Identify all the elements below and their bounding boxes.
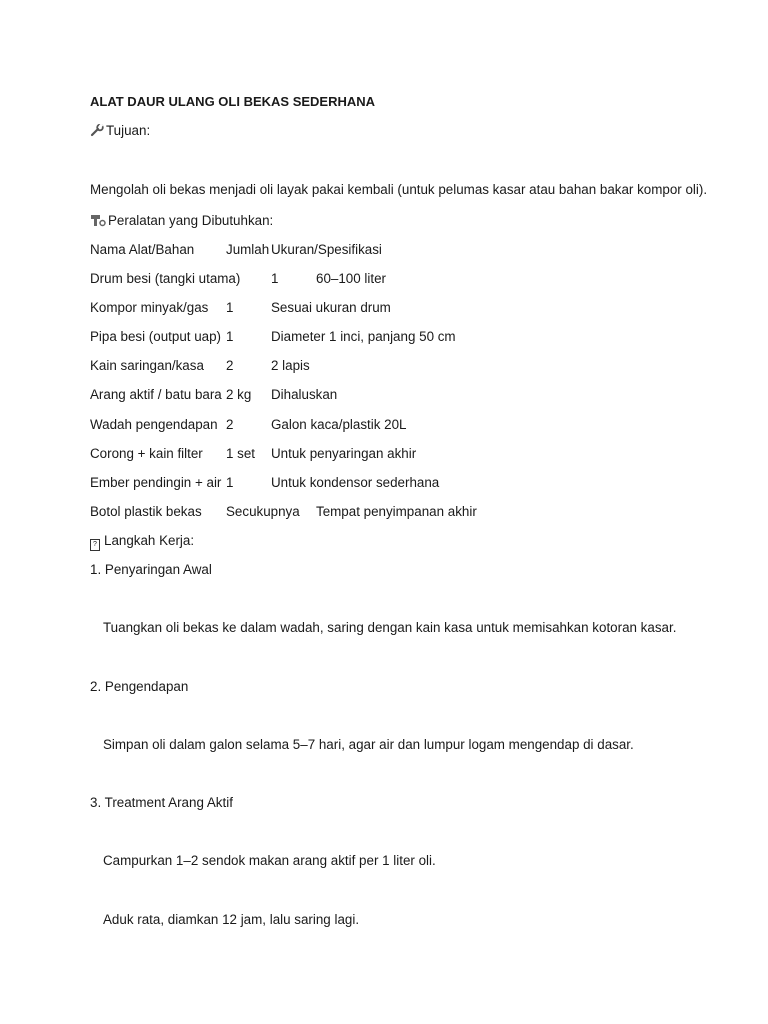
row-name: Pipa besi (output uap) bbox=[90, 329, 222, 344]
step-title: 1. Penyaringan Awal bbox=[90, 562, 212, 577]
row-qty: 1 bbox=[226, 475, 234, 490]
row-name: Kain saringan/kasa bbox=[90, 358, 204, 373]
tujuan-text: Mengolah oli bekas menjadi oli layak pakai kembali (untuk pelumas kasar atau bahan bakar kompor oli). bbox=[90, 182, 708, 197]
row-name: Arang aktif / batu bara bbox=[90, 387, 222, 402]
row-spec: Dihaluskan bbox=[271, 387, 338, 402]
row-name: Corong + kain filter bbox=[90, 446, 203, 461]
row-spec: Galon kaca/plastik 20L bbox=[271, 417, 407, 432]
tools-icon bbox=[90, 214, 106, 231]
header-qty: Jumlah bbox=[226, 242, 270, 257]
langkah-heading: Langkah Kerja: bbox=[104, 533, 195, 548]
row-spec: Tempat penyimpanan akhir bbox=[316, 504, 477, 519]
step-text: Aduk rata, diamkan 12 jam, lalu saring lagi. bbox=[103, 912, 360, 927]
row-spec: 60–100 liter bbox=[316, 271, 386, 286]
row-qty: 1 bbox=[226, 300, 234, 315]
header-spec: Ukuran/Spesifikasi bbox=[271, 242, 382, 257]
step-text: Simpan oli dalam galon selama 5–7 hari, agar air dan lumpur logam mengendap di dasar. bbox=[103, 737, 634, 752]
step-text: Tuangkan oli bekas ke dalam wadah, saring dengan kain kasa untuk memisahkan kotoran kasar. bbox=[103, 620, 677, 635]
row-qty: 1 set bbox=[226, 446, 256, 461]
row-spec: Untuk kondensor sederhana bbox=[271, 475, 440, 490]
row-spec: Untuk penyaringan akhir bbox=[271, 446, 417, 461]
row-name: Botol plastik bekas bbox=[90, 504, 202, 519]
row-name: Ember pendingin + air bbox=[90, 475, 222, 490]
peralatan-heading: Peralatan yang Dibutuhkan: bbox=[108, 213, 274, 228]
tujuan-heading-row bbox=[90, 123, 150, 141]
row-qty: 2 bbox=[226, 358, 234, 373]
row-qty: 2 bbox=[226, 417, 234, 432]
row-qty: 1 bbox=[271, 271, 279, 286]
row-qty: 2 kg bbox=[226, 387, 252, 402]
peralatan-heading-row bbox=[90, 213, 273, 231]
row-qty: 1 bbox=[226, 329, 234, 344]
row-name: Drum besi (tangki utama) bbox=[90, 271, 241, 286]
header-name: Nama Alat/Bahan bbox=[90, 242, 195, 257]
langkah-heading-row bbox=[90, 533, 194, 551]
step-title: 3. Treatment Arang Aktif bbox=[90, 795, 233, 810]
missing-glyph-icon: ? bbox=[90, 539, 100, 551]
row-name: Kompor minyak/gas bbox=[90, 300, 209, 315]
tujuan-heading: Tujuan: bbox=[106, 123, 151, 138]
row-qty: Secukupnya bbox=[226, 504, 300, 519]
step-text: Campurkan 1–2 sendok makan arang aktif per 1 liter oli. bbox=[103, 853, 436, 868]
row-name: Wadah pengendapan bbox=[90, 417, 218, 432]
document-title: ALAT DAUR ULANG OLI BEKAS SEDERHANA bbox=[90, 94, 376, 109]
row-spec: Diameter 1 inci, panjang 50 cm bbox=[271, 329, 456, 344]
row-spec: 2 lapis bbox=[271, 358, 310, 373]
row-spec: Sesuai ukuran drum bbox=[271, 300, 391, 315]
step-title: 2. Pengendapan bbox=[90, 679, 189, 694]
wrench-icon bbox=[90, 124, 104, 141]
